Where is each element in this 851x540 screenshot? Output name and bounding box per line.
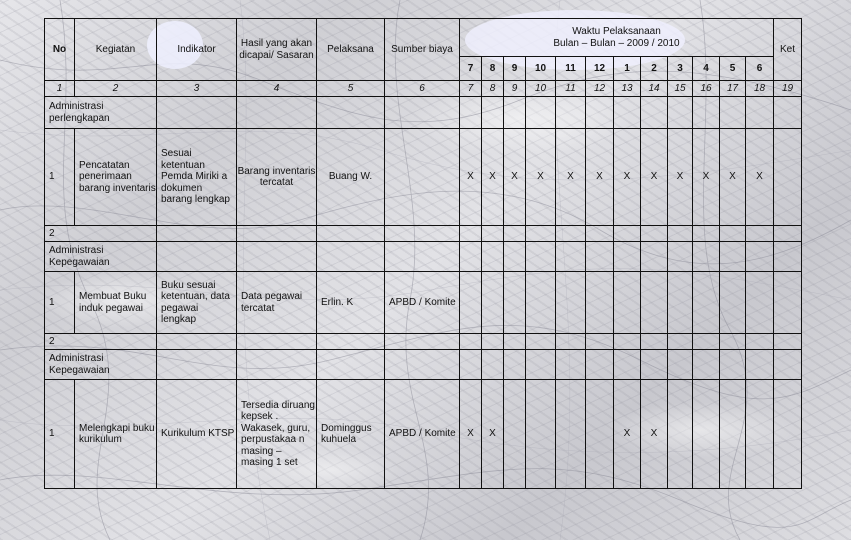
- month-header: 11: [556, 57, 586, 81]
- sumber-cell: APBD / Komite: [385, 272, 460, 334]
- month-mark: X: [614, 380, 641, 489]
- kegiatan-cell: Membuat Buku induk pegawai: [75, 272, 157, 334]
- ket-cell: [774, 380, 802, 489]
- kegiatan-cell: Melengkapi buku kurikulum: [75, 380, 157, 489]
- sub-number-row: [45, 226, 802, 242]
- column-number: 4: [237, 81, 317, 97]
- column-number: 14: [641, 81, 668, 97]
- column-number: 17: [720, 81, 746, 97]
- kegiatan-cell: Pencatatan penerimaan barang inventaris: [75, 129, 157, 226]
- month-header: 7: [460, 57, 482, 81]
- section-title-row: [45, 350, 802, 380]
- month-mark: X: [641, 129, 668, 226]
- month-mark: X: [586, 129, 614, 226]
- column-number: 16: [693, 81, 720, 97]
- month-mark: X: [746, 129, 774, 226]
- month-mark: [668, 272, 693, 334]
- month-mark: X: [482, 380, 504, 489]
- activity-row: [45, 129, 802, 226]
- column-number: 2: [75, 81, 157, 97]
- section-title: Administrasi perlengkapan: [45, 97, 157, 129]
- indikator-cell: Kurikulum KTSP: [157, 380, 237, 489]
- schedule-table: [44, 18, 802, 489]
- month-mark: [586, 272, 614, 334]
- sumber-cell: [385, 129, 460, 226]
- month-header: 3: [668, 57, 693, 81]
- month-mark: [693, 380, 720, 489]
- month-mark: [482, 272, 504, 334]
- column-number: 11: [556, 81, 586, 97]
- waktu-subtitle: Bulan – Bulan – 2009 / 2010: [553, 37, 680, 49]
- month-mark: X: [668, 129, 693, 226]
- sumber-cell: APBD / Komite: [385, 380, 460, 489]
- month-mark: X: [556, 129, 586, 226]
- section-title-row: [45, 242, 802, 272]
- ket-cell: [774, 272, 802, 334]
- row-no: 1: [45, 380, 75, 489]
- activity-row: [45, 272, 802, 334]
- header-ket: Ket: [774, 19, 802, 81]
- row-no: 1: [45, 129, 75, 226]
- month-mark: [641, 272, 668, 334]
- month-mark: [526, 272, 556, 334]
- pelaksana-cell: Dominggus kuhuela: [317, 380, 385, 489]
- sub-number: 2: [45, 226, 157, 242]
- column-number: 13: [614, 81, 641, 97]
- activity-row: [45, 380, 802, 489]
- hasil-cell: Data pegawai tercatat: [237, 272, 317, 334]
- pelaksana-cell: Buang W.: [317, 129, 385, 226]
- sub-number: 2: [45, 334, 157, 350]
- sub-number-row: [45, 334, 802, 350]
- month-mark: [526, 380, 556, 489]
- month-header: 4: [693, 57, 720, 81]
- section-title: Administrasi Kepegawaian: [45, 350, 157, 380]
- header-no: No: [45, 19, 75, 81]
- column-number: 15: [668, 81, 693, 97]
- section-title: Administrasi Kepegawaian: [45, 242, 157, 272]
- month-mark: [693, 272, 720, 334]
- month-mark: [614, 272, 641, 334]
- month-mark: [504, 272, 526, 334]
- month-header: 10: [526, 57, 556, 81]
- column-number: 10: [526, 81, 556, 97]
- column-number-row: [45, 81, 802, 97]
- indikator-cell: Buku sesuai ketentuan, data pegawai lengkap: [157, 272, 237, 334]
- month-header: 6: [746, 57, 774, 81]
- indikator-cell: Sesuai ketentuan Pemda Miriki a dokumen barang lengkap: [157, 129, 237, 226]
- row-no: 1: [45, 272, 75, 334]
- month-mark: X: [504, 129, 526, 226]
- month-mark: X: [641, 380, 668, 489]
- column-number: 5: [317, 81, 385, 97]
- month-mark: X: [720, 129, 746, 226]
- month-mark: [556, 272, 586, 334]
- month-header: 9: [504, 57, 526, 81]
- column-number: 9: [504, 81, 526, 97]
- pelaksana-cell: Erlin. K: [317, 272, 385, 334]
- header-kegiatan: Kegiatan: [75, 19, 157, 81]
- column-number: 8: [482, 81, 504, 97]
- header-waktu-pelaksanaan: [460, 19, 774, 57]
- hasil-cell: Tersedia diruang kepsek . Wakasek, guru, perpustakaa n masing – masing 1 set: [237, 380, 317, 489]
- column-number: 3: [157, 81, 237, 97]
- column-number: 1: [45, 81, 75, 97]
- header-sumber-biaya: Sumber biaya: [385, 19, 460, 81]
- month-header: 8: [482, 57, 504, 81]
- header-indikator: Indikator: [157, 19, 237, 81]
- header-pelaksana: Pelaksana: [317, 19, 385, 81]
- column-number: 6: [385, 81, 460, 97]
- month-mark: [720, 272, 746, 334]
- month-header: 12: [586, 57, 614, 81]
- month-mark: [504, 380, 526, 489]
- month-mark: [720, 380, 746, 489]
- ket-cell: [774, 129, 802, 226]
- month-mark: [668, 380, 693, 489]
- month-mark: X: [460, 380, 482, 489]
- month-mark: X: [526, 129, 556, 226]
- column-number: 12: [586, 81, 614, 97]
- waktu-title: Waktu Pelaksanaan: [572, 26, 661, 37]
- column-number: 18: [746, 81, 774, 97]
- month-header: 2: [641, 57, 668, 81]
- column-number: 19: [774, 81, 802, 97]
- month-mark: X: [482, 129, 504, 226]
- month-mark: X: [614, 129, 641, 226]
- month-mark: [556, 380, 586, 489]
- column-number: 7: [460, 81, 482, 97]
- month-mark: [746, 272, 774, 334]
- month-header: 1: [614, 57, 641, 81]
- month-mark: [746, 380, 774, 489]
- month-mark: [586, 380, 614, 489]
- month-mark: X: [460, 129, 482, 226]
- month-mark: X: [693, 129, 720, 226]
- month-mark: [460, 272, 482, 334]
- month-header: 5: [720, 57, 746, 81]
- hasil-cell: Barang inventaris tercatat: [237, 129, 317, 226]
- section-title-row: [45, 97, 802, 129]
- header-row: [45, 19, 802, 57]
- header-hasil: Hasil yang akan dicapai/ Sasaran: [237, 19, 317, 81]
